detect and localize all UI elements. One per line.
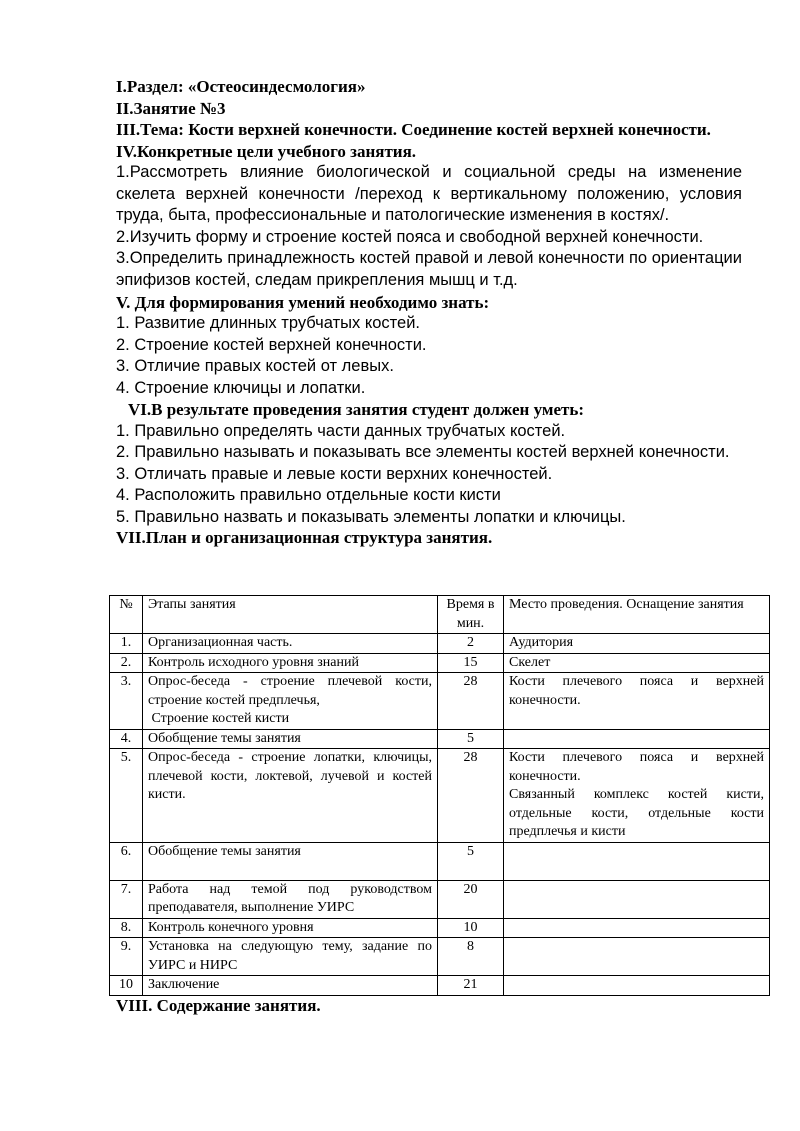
row-place: Кости плечевого пояса и верхней конечности.: [504, 673, 770, 730]
row-place: [504, 918, 770, 938]
row-time: 20: [438, 880, 504, 918]
header-num: №: [110, 596, 143, 634]
row-time: 15: [438, 653, 504, 673]
table-row: [110, 976, 770, 996]
header-time: Время в мин.: [438, 596, 504, 634]
lesson-heading: II.Занятие №3: [116, 98, 226, 118]
table-row: [110, 729, 770, 749]
know-item: 3. Отличие правых костей от левых.: [116, 357, 394, 376]
row-time: 5: [438, 842, 504, 880]
table-row: [110, 918, 770, 938]
table-row: [110, 653, 770, 673]
goal-item: 3.Определить принадлежность костей правой и левой конечности по ориентации эпифизов костей, следам прикрепления мышц и т.д.: [116, 249, 742, 289]
row-place: [504, 976, 770, 996]
row-stage: Организационная часть.: [143, 634, 438, 654]
row-time: 28: [438, 673, 504, 730]
row-place: Кости плечевого пояса и верхней конечности.: [509, 750, 764, 784]
skills-heading: VI.В результате проведения занятия студент должен уметь:: [128, 400, 585, 420]
row-time: 5: [438, 729, 504, 749]
row-stage: Обобщение темы занятия: [143, 729, 438, 749]
table-header-row: [110, 596, 770, 634]
row-num: 10: [110, 976, 143, 996]
plan-table: [109, 595, 770, 996]
row-num: 4.: [110, 729, 143, 749]
row-num: 9.: [110, 938, 143, 976]
row-time: 2: [438, 634, 504, 654]
table-row: [110, 634, 770, 654]
section-heading: I.Раздел: «Остеосиндесмология»: [116, 77, 366, 96]
goal-item: 2.Изучить форму и строение костей пояса и свободной верхней конечности.: [116, 227, 704, 246]
know-heading: V. Для формирования умений необходимо знать:: [116, 292, 490, 312]
row-place: [504, 938, 770, 976]
row-stage: Заключение: [143, 976, 438, 996]
topic-heading: III.Тема: Кости верхней конечности. Соединение костей верхней конечности.: [116, 120, 711, 139]
row-num: 1.: [110, 634, 143, 654]
skill-item: 1. Правильно определять части данных трубчатых костей.: [116, 421, 566, 440]
table-row: [110, 938, 770, 976]
know-item: 2. Строение костей верхней конечности.: [116, 335, 427, 354]
row-stage: Работа над темой под руководством преподавателя, выполнение УИРС: [143, 880, 438, 918]
row-stage-cell: [143, 673, 438, 730]
header-stage: Этапы занятия: [143, 596, 438, 634]
row-place: [504, 880, 770, 918]
document-page: [116, 76, 742, 547]
skill-item: 3. Отличать правые и левые кости верхних конечностей.: [116, 464, 553, 483]
row-num: 8.: [110, 918, 143, 938]
row-num: 7.: [110, 880, 143, 918]
row-stage: Установка на следующую тему, задание по УИРС и НИРС: [143, 938, 438, 976]
row-stage: Контроль конечного уровня: [143, 918, 438, 938]
row-stage: Опрос-беседа - строение плечевой кости, строение костей предплечья,: [148, 674, 432, 708]
row-place: Скелет: [504, 653, 770, 673]
row-place: [504, 729, 770, 749]
skill-item: 2. Правильно называть и показывать все элементы костей верхней конечности.: [116, 443, 730, 462]
row-time: 28: [438, 749, 504, 843]
row-stage: Опрос-беседа - строение лопатки, ключицы, плечевой кости, локтевой, лучевой и костей кисти.: [143, 749, 438, 843]
table-row: [110, 749, 770, 843]
header-place: Место проведения. Оснащение занятия: [504, 596, 770, 634]
row-place: [504, 842, 770, 880]
content-heading: VIII. Содержание занятия.: [116, 996, 321, 1015]
row-time: 8: [438, 938, 504, 976]
row-num: 3.: [110, 673, 143, 730]
skill-item: 4. Расположить правильно отдельные кости кисти: [116, 486, 501, 505]
table-row: [110, 673, 770, 730]
row-place-cell: [504, 749, 770, 843]
row-num: 6.: [110, 842, 143, 880]
goal-item: 1.Рассмотреть влияние биологической и социальной среды на изменение скелета верхней конечности /переход к вертикальному положению, условия труда, быта, профессиональные и патологические изменения в костях/.: [116, 163, 742, 225]
row-time: 10: [438, 918, 504, 938]
row-num: 2.: [110, 653, 143, 673]
table-row: [110, 842, 770, 880]
know-item: 1. Развитие длинных трубчатых костей.: [116, 314, 420, 333]
row-num: 5.: [110, 749, 143, 843]
row-place: Аудитория: [504, 634, 770, 654]
goals-heading: IV.Конкретные цели учебного занятия.: [116, 141, 417, 161]
table-row: [110, 880, 770, 918]
row-stage-extra: Строение костей кисти: [148, 711, 290, 726]
row-place-extra: Связанный комплекс костей кисти, отдельные кости, отдельные кости предплечья и кисти: [509, 787, 764, 839]
plan-heading: VII.План и организационная структура занятия.: [116, 528, 493, 548]
skill-item: 5. Правильно назвать и показывать элементы лопатки и ключицы.: [116, 507, 626, 526]
know-item: 4. Строение ключицы и лопатки.: [116, 378, 366, 397]
row-stage: Контроль исходного уровня знаний: [143, 653, 438, 673]
row-stage: Обобщение темы занятия: [143, 842, 438, 880]
row-time: 21: [438, 976, 504, 996]
